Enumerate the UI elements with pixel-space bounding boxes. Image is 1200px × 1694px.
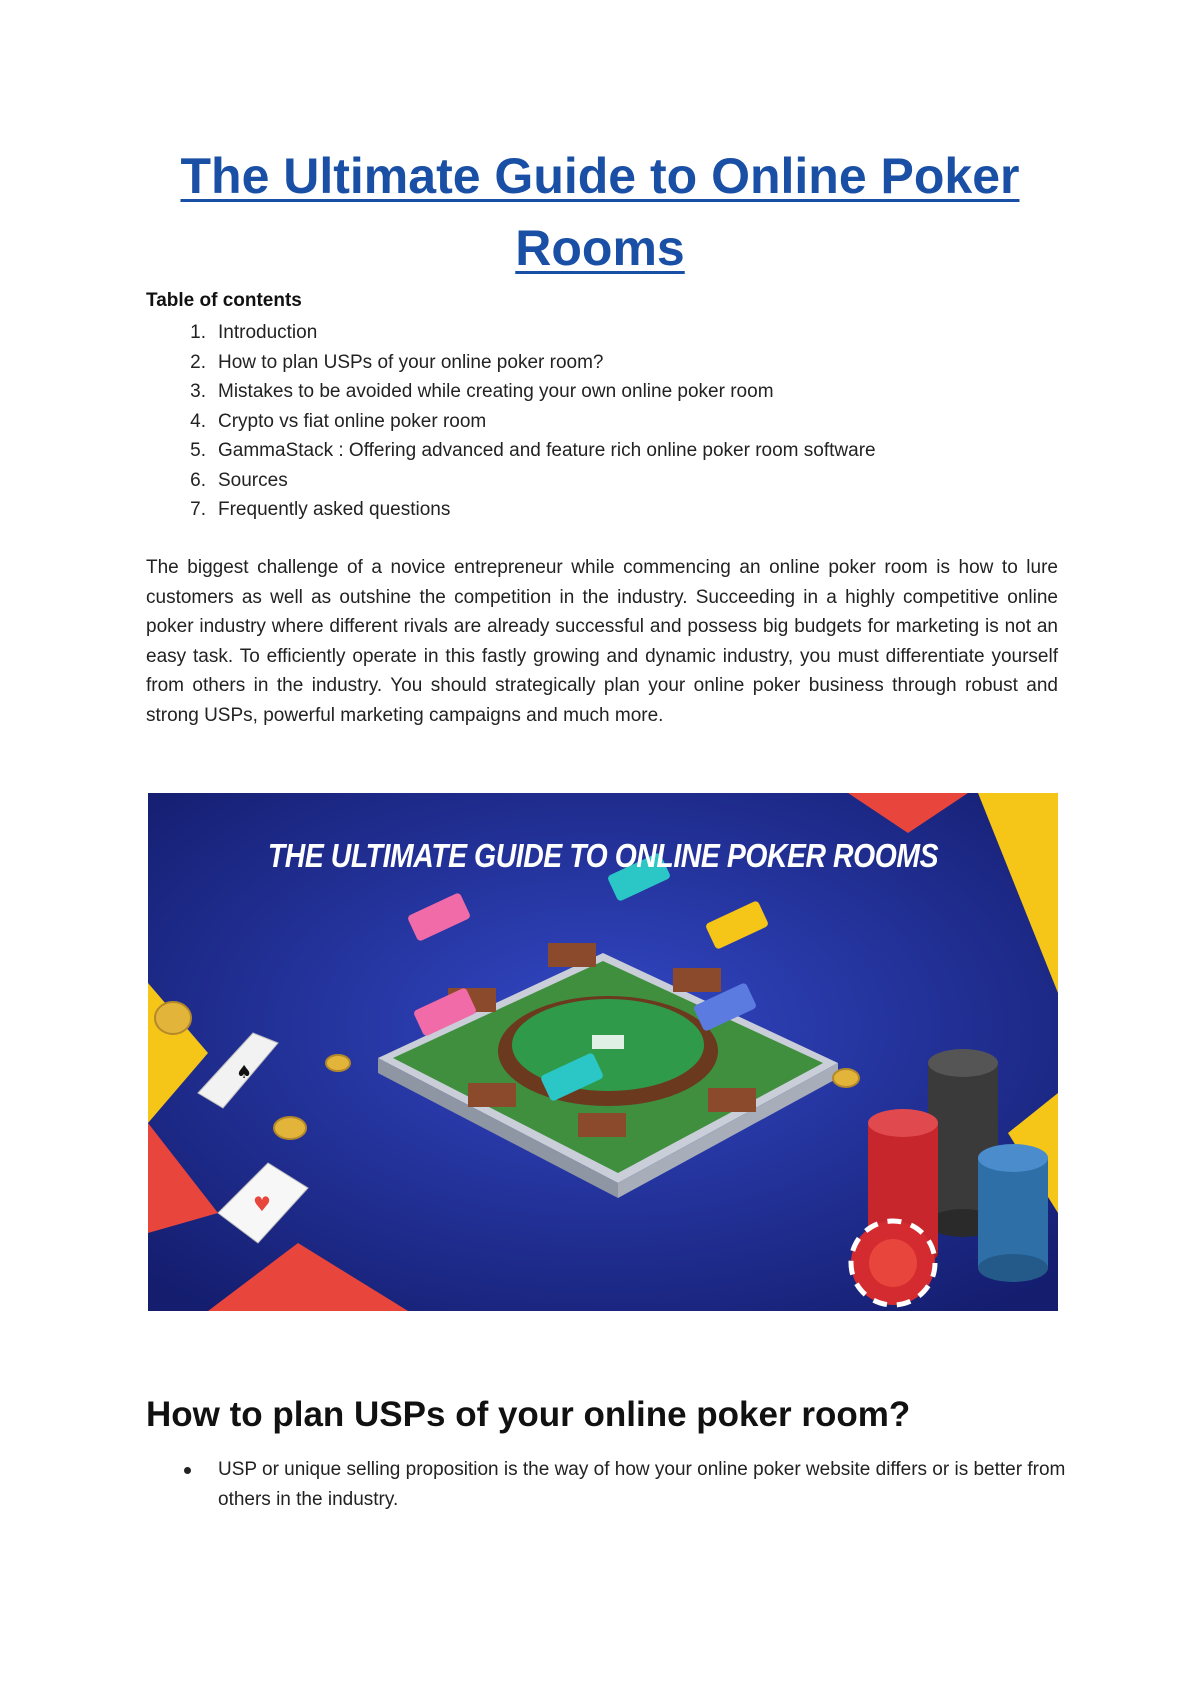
- toc-heading: Table of contents: [146, 290, 302, 311]
- table-of-contents: [146, 318, 1046, 525]
- list-item: USP or unique selling proposition is the way of how your online poker website differs or is better from others in the industry.: [146, 1455, 1066, 1514]
- toc-item-label: How to plan USPs of your online poker room?: [218, 351, 604, 373]
- intro-paragraph: The biggest challenge of a novice entrepreneur while commencing an online poker room is how to lure customers as well as outshine the competition in the industry. Succeeding in a highly competitive online poker industry where different rivals are already successful and possess big budgets for marketing is not an easy task. To efficiently operate in this fastly growing and dynamic industry, you must differentiate yourself from others in the industry. You should strategically plan your online poker business through robust and strong USPs, powerful marketing campaigns and much more.: [146, 557, 1058, 726]
- chip-stack-blue: [978, 1144, 1048, 1282]
- toc-item-label: Frequently asked questions: [218, 499, 451, 520]
- svg-text:♥: ♥: [253, 1192, 271, 1216]
- toc-item[interactable]: 4. Crypto vs fiat online poker room: [146, 407, 1046, 437]
- toc-item-label: Sources: [218, 469, 288, 491]
- section-heading: How to plan USPs of your online poker room?: [146, 1395, 911, 1434]
- toc-item[interactable]: 6. Sources: [146, 466, 1046, 496]
- toc-item[interactable]: 3. Mistakes to be avoided while creating your own online poker room: [146, 377, 1046, 407]
- toc-item-label: Crypto vs fiat online poker room: [218, 410, 487, 432]
- toc-item-label: Mistakes to be avoided while creating your own online poker room: [218, 381, 774, 402]
- banner-title: THE ULTIMATE GUIDE TO ONLINE POKER ROOMS: [267, 837, 939, 874]
- toc-item[interactable]: 5. GammaStack : Offering advanced and feature rich online poker room software: [146, 436, 1046, 466]
- page-title[interactable]: The Ultimate Guide to Online Poker Rooms: [180, 148, 1020, 276]
- usp-bullet-list: [146, 1455, 1066, 1514]
- toc-item-label: GammaStack : Offering advanced and feature rich online poker room software: [218, 440, 876, 461]
- toc-item[interactable]: 2. How to plan USPs of your online poker room?: [146, 348, 1046, 378]
- toc-item[interactable]: 1. Introduction: [146, 318, 1046, 348]
- toc-item[interactable]: 7. Frequently asked questions: [146, 495, 1046, 525]
- svg-text:♠: ♠: [236, 1062, 253, 1083]
- banner-image: [148, 793, 1058, 1311]
- bullet-icon: [184, 1467, 191, 1474]
- toc-item-label: Introduction: [218, 322, 318, 343]
